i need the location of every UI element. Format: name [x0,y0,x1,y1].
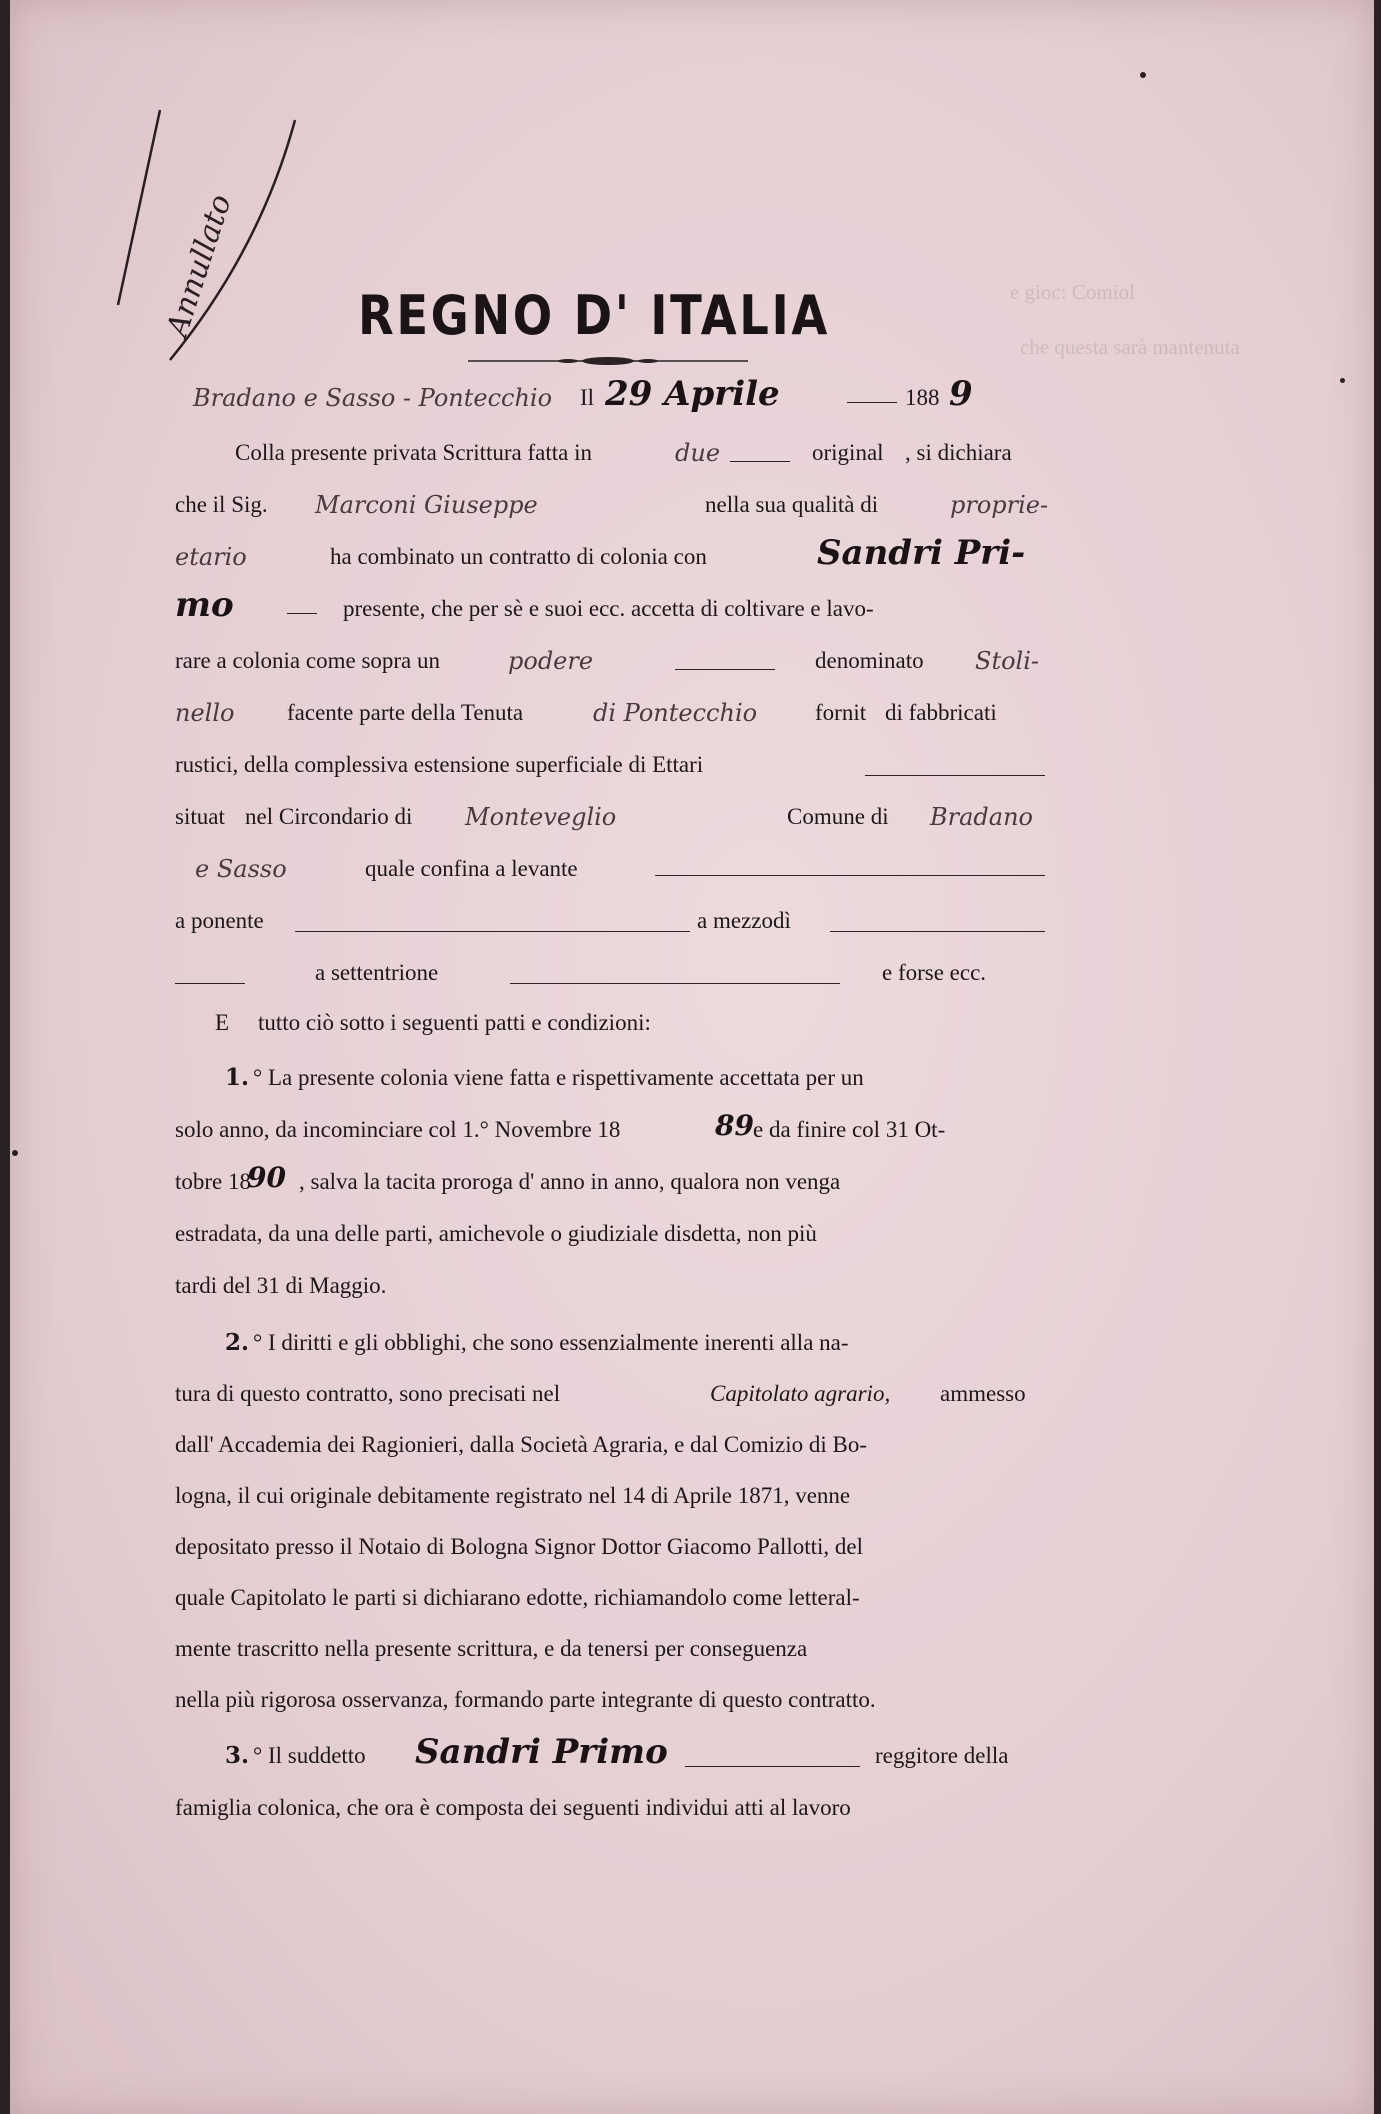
printed-text: nella più rigorosa osservanza, formando parte integrante di questo contratto. [175,1687,876,1712]
printed-text: situat [175,804,225,829]
printed-text: quale confina a levante [365,856,578,881]
clause-3-line-1 [175,1732,1055,1780]
clause-2-line-4 [175,1472,1055,1520]
printed-text: e da finire col 31 Ot- [753,1117,946,1142]
printed-text: ha combinato un contratto di colonia con [330,544,707,569]
text-line-1 [175,429,1055,477]
printed-text: estradata, da una delle parti, amichevole o giudiziale disdetta, non più [175,1221,817,1246]
printed-text: Comune di [787,804,889,829]
printed-text: depositato presso il Notaio di Bologna Signor Dottor Giacomo Pallotti, del [175,1534,864,1559]
blank-line [685,1766,860,1767]
handwritten-text: etario [175,543,247,571]
blank-line [847,402,897,403]
clause-number: 2. [225,1329,250,1356]
year-prefix: 188 [905,385,940,410]
handwritten-text: Stoli- [975,647,1039,675]
printed-text: tura di questo contratto, sono precisati nel [175,1381,561,1406]
printed-text: ° Il suddetto [253,1743,366,1768]
printed-text: , salva la tacita proroga d' anno in anno, qualora non venga [299,1169,841,1194]
handwritten-colonist-name: Sandri Pri- [817,533,1026,573]
clause-1-line-1 [175,1054,1055,1102]
printed-text: a mezzodì [697,908,791,933]
text-line-3 [175,533,1055,581]
clause-3-line-2 [175,1784,1055,1832]
printed-text: dall' Accademia dei Ragionieri, dalla Società Agraria, e dal Comizio di Bo- [175,1432,868,1457]
bleed-through: e gioc: Comiol [1010,280,1135,304]
printed-text: rustici, della complessiva estensione superficiale di Ettari [175,752,704,777]
printed-text: quale Capitolato le parti si dichiarano edotte, richiamandolo come letteral- [175,1585,860,1610]
ink-speck [1340,378,1345,383]
printed-text: logna, il cui originale debitamente registrato nel 14 di Aprile 1871, venne [175,1483,851,1508]
text-line-5 [175,637,1055,685]
title-ornament [468,354,748,368]
text-line-6 [175,689,1055,737]
ink-speck [12,1150,18,1156]
printed-text: ammesso [940,1381,1026,1406]
printed-text: che il Sig. [175,492,268,517]
clause-2-line-3 [175,1421,1055,1469]
printed-text: original [812,440,884,465]
text-line-8 [175,793,1055,841]
handwritten-text: proprie- [950,491,1049,519]
handwritten-year: 89 [715,1109,754,1142]
blank-line [830,931,1045,932]
clause-1-line-3 [175,1158,1055,1206]
text-line-7 [175,741,1055,789]
handwritten-copies: due [675,439,721,467]
printed-text: E [215,1010,230,1035]
place-handwritten: Bradano e Sasso - Pontecchio [193,384,553,412]
clause-1-line-2 [175,1106,1055,1154]
clause-2-line-1 [175,1319,1055,1367]
text-line-2 [175,481,1055,529]
handwritten-text: nello [175,699,235,727]
blank-line [287,613,317,614]
printed-text: , si dichiara [905,440,1012,465]
handwritten-estate: di Pontecchio [593,699,758,727]
clause-2-line-2 [175,1370,1055,1418]
printed-text: tardi del 31 di Maggio. [175,1273,387,1298]
year-digit-handwritten: 9 [949,374,973,414]
blank-line [675,669,775,670]
place-date-line [175,374,1055,422]
bleed-through: che questa sarà mantenuta [1020,335,1240,359]
printed-text: tutto ciò sotto i seguenti patti e condizioni: [258,1010,651,1035]
clause-2-line-8 [175,1676,1055,1724]
handwritten-year: 90 [247,1161,286,1194]
text-line-9 [175,845,1055,893]
printed-text: ° La presente colonia viene fatta e rispettivamente accettata per un [253,1065,864,1090]
handwritten-text: e Sasso [195,855,287,883]
clause-2-line-7 [175,1625,1055,1673]
printed-text: di fabbricati [885,700,997,725]
document-title: REGNO D' ITALIA [358,284,830,347]
il-label: Il [580,385,595,410]
clause-2-line-6 [175,1574,1055,1622]
date-handwritten: 29 Aprile [605,374,780,414]
text-line-11 [175,949,1055,997]
printed-text: rare a colonia come sopra un [175,648,441,673]
handwritten-commune: Bradano [930,803,1033,831]
printed-text: e forse ecc. [882,960,987,985]
clause-number: 1. [225,1064,250,1091]
printed-text: solo anno, da incominciare col 1.° Novembre 18 [175,1117,621,1142]
ink-speck [1140,72,1146,78]
handwritten-owner-name: Marconi Giuseppe [315,491,538,519]
printed-text: fornit [815,700,867,725]
printed-text: nel Circondario di [245,804,413,829]
clause-1-line-4 [175,1210,1055,1258]
annulled-annotation: Annullato [160,190,239,341]
text-line-12 [175,999,1055,1047]
handwritten-text: mo [175,585,234,625]
document-page [10,0,1374,2114]
text-line-4 [175,585,1055,633]
text-line-10 [175,897,1055,945]
printed-text: a settentrione [315,960,439,985]
printed-text: denominato [815,648,924,673]
printed-text: facente parte della Tenuta [287,700,524,725]
printed-text: nella sua qualità di [705,492,879,517]
handwritten-text: podere [508,647,594,675]
handwritten-district: Monteveglio [465,803,617,831]
printed-text: Colla presente privata Scrittura fatta in [235,440,593,465]
printed-text: reggitore della [875,1743,1009,1768]
clause-number: 3. [225,1742,250,1769]
blank-line [865,775,1045,776]
printed-text: ° I diritti e gli obblighi, che sono essenzialmente inerenti alla na- [253,1330,849,1355]
printed-italic-text: Capitolato agrario, [710,1381,891,1406]
printed-text: mente trascritto nella presente scrittura, e da tenersi per conseguenza [175,1636,808,1661]
printed-text: presente, che per sè e suoi ecc. accetta di coltivare e lavo- [343,596,874,621]
blank-line [295,931,690,932]
printed-text: a ponente [175,908,264,933]
clause-2-line-5 [175,1523,1055,1571]
printed-text: famiglia colonica, che ora è composta dei seguenti individui atti al lavoro [175,1795,851,1820]
blank-line [510,983,840,984]
handwritten-regent-name: Sandri Primo [415,1732,668,1772]
printed-text: tobre 18 [175,1169,252,1194]
blank-line [655,875,1045,876]
clause-1-line-5 [175,1262,1055,1310]
blank-line [730,461,790,462]
blank-line [175,983,245,984]
